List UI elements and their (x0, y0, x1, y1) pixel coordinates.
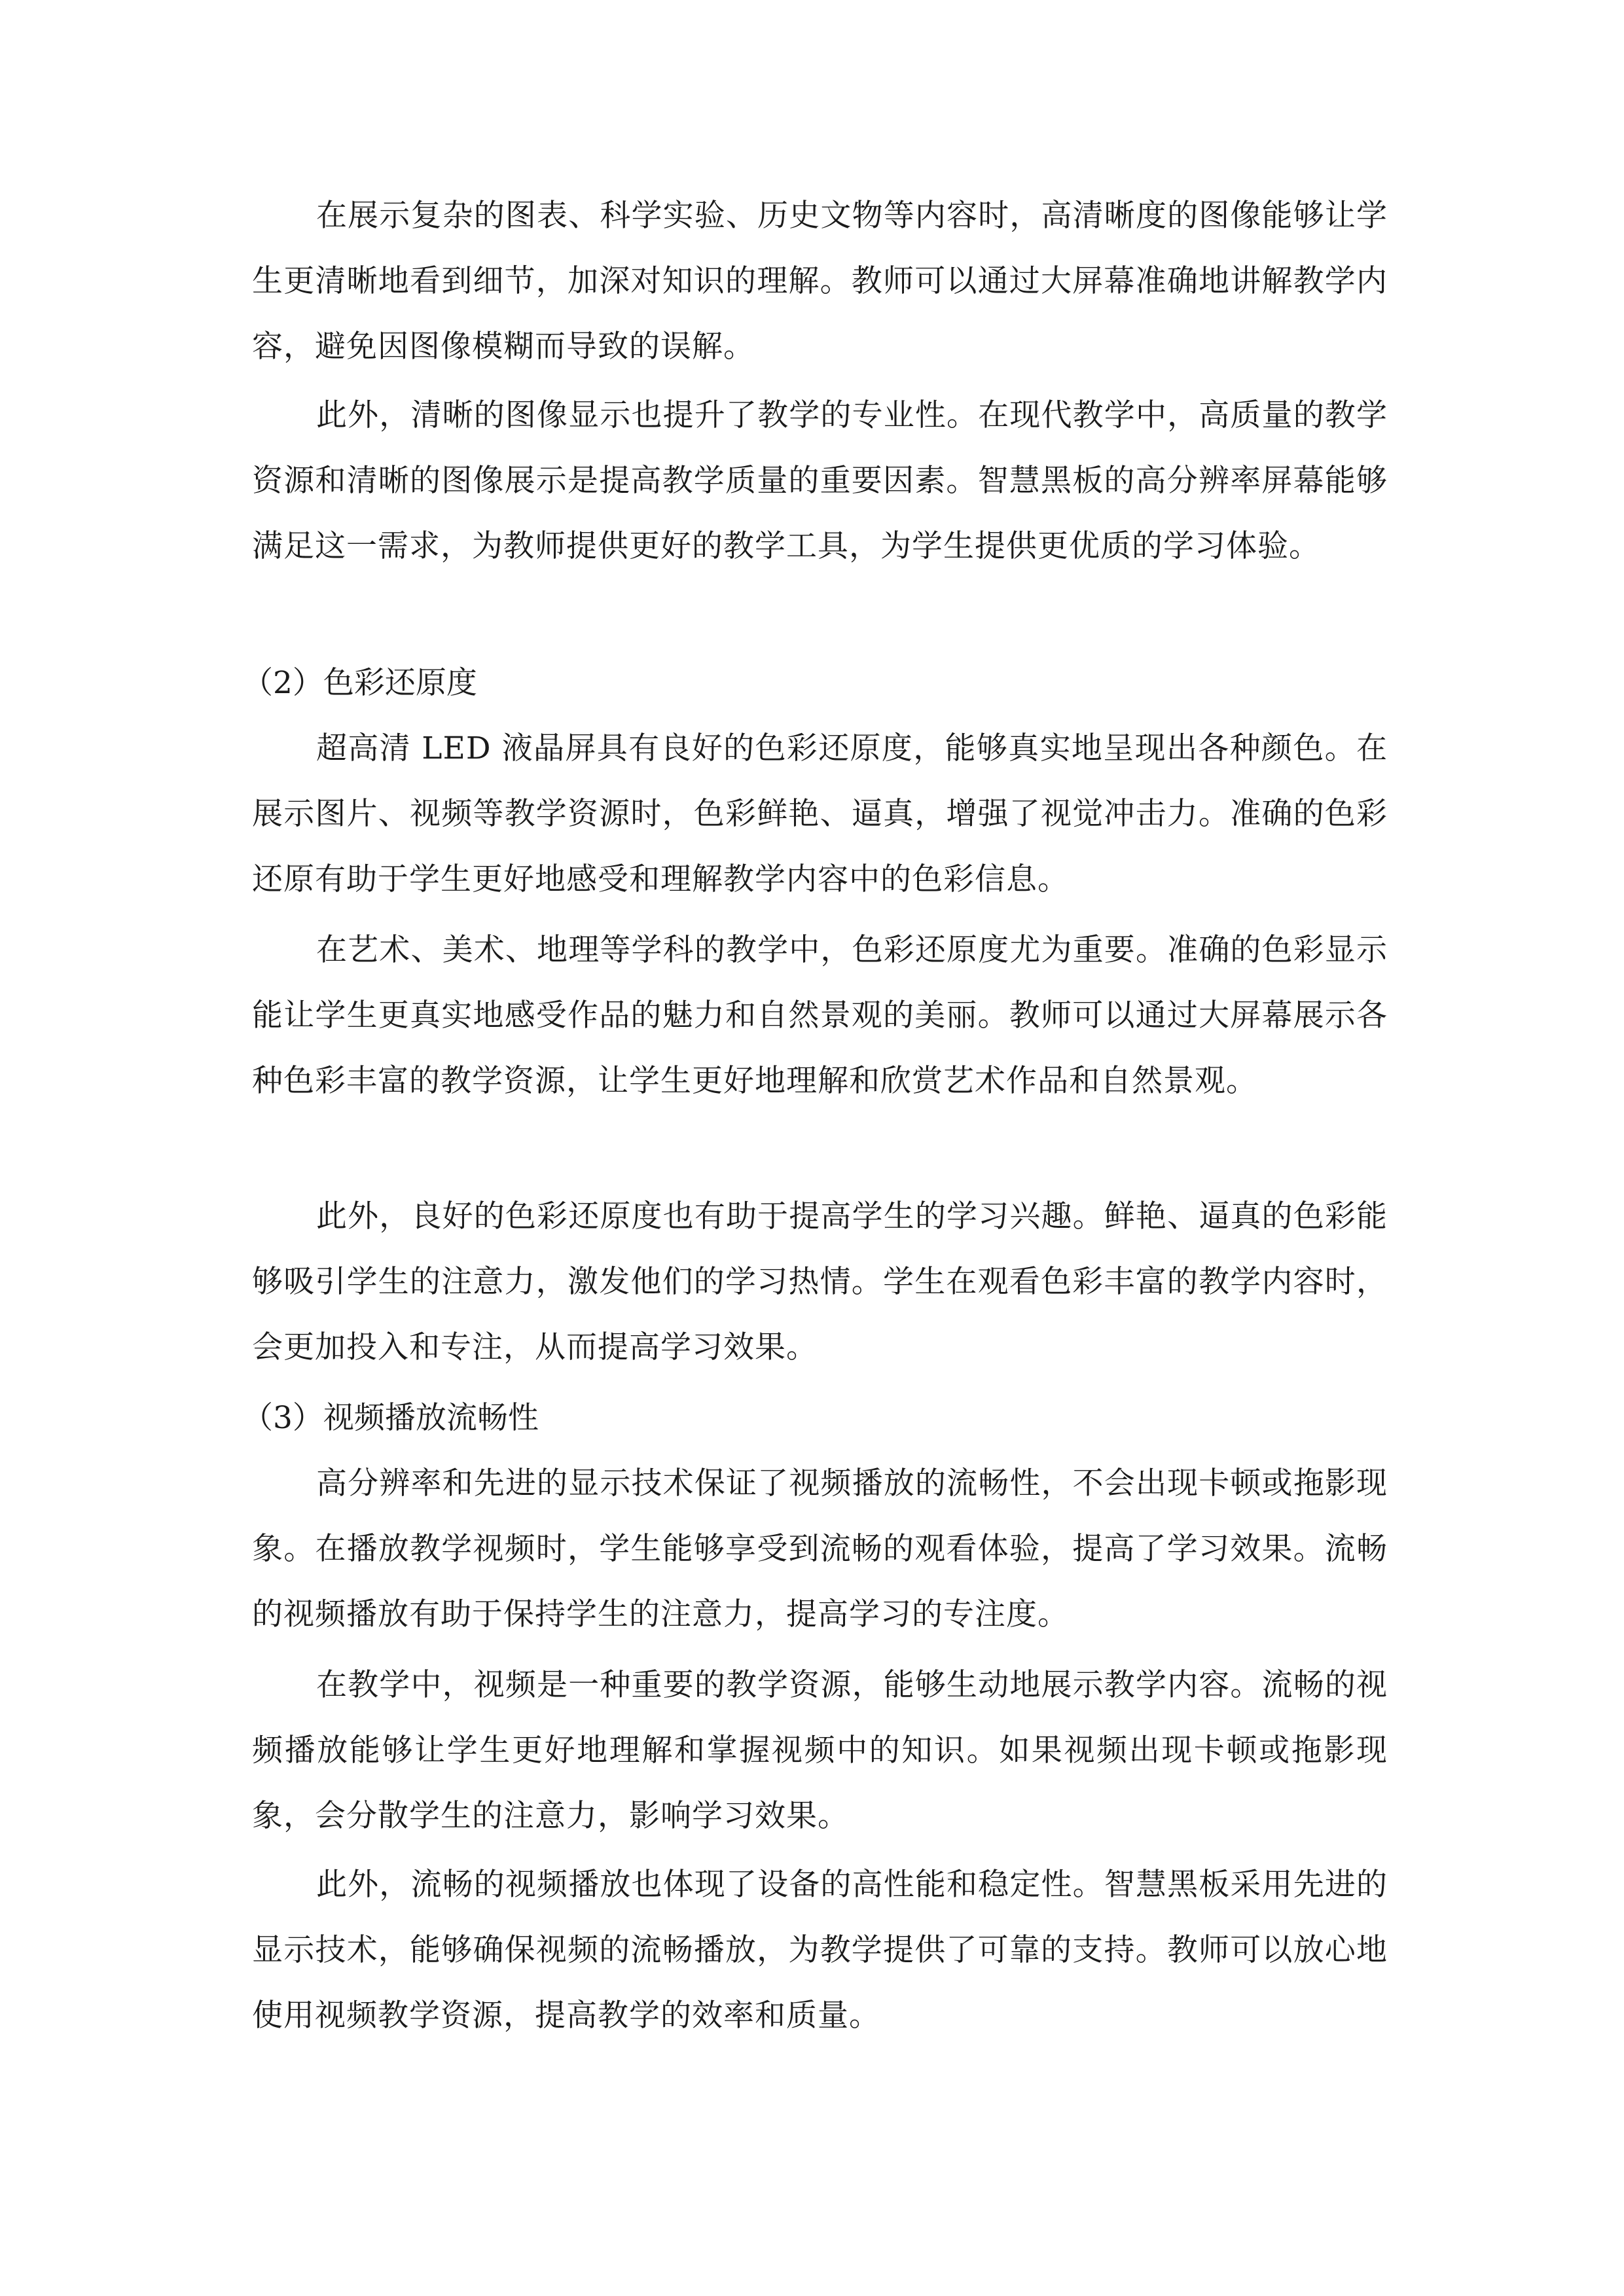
paragraph-video-smoothness: 高分辨率和先进的显示技术保证了视频播放的流畅性，不会出现卡顿或拖影现象。在播放教学视频时，学生能够享受到流畅的观看体验，提高了学习效果。流畅的视频播放有助于保持学生的注意力，提高学习的专注度。 (252, 1465, 1388, 1632)
paragraph-art-subjects: 在艺术、美术、地理等学科的教学中，色彩还原度尤为重要。准确的色彩显示能让学生更真实地感受作品的魅力和自然景观的美丽。教师可以通过大屏幕展示各种色彩丰富的教学资源，让学生更好地理解和欣赏艺术作品和自然景观。 (252, 932, 1388, 1099)
paragraph-led-color: 超高清 LED 液晶屏具有良好的色彩还原度，能够真实地呈现出各种颜色。在展示图片、视频等教学资源时，色彩鲜艳、逼真，增强了视觉冲击力。准确的色彩还原有助于学生更好地感受和理解教学内容中的色彩信息。 (252, 730, 1388, 897)
section-heading-color-fidelity: （2）色彩还原度 (242, 665, 477, 701)
paragraph-device-performance: 此外，流畅的视频播放也体现了设备的高性能和稳定性。智慧黑板采用先进的显示技术，能够确保视频的流畅播放，为教学提供了可靠的支持。教师可以放心地使用视频教学资源，提高教学的效率和质量。 (252, 1867, 1388, 2034)
paragraph-professionalism: 此外，清晰的图像显示也提升了教学的专业性。在现代教学中，高质量的教学资源和清晰的图像展示是提高教学质量的重要因素。智慧黑板的高分辨率屏幕能够满足这一需求，为教师提供更好的教学工具，为学生提供更优质的学习体验。 (252, 397, 1388, 564)
paragraph-image-detail: 在展示复杂的图表、科学实验、历史文物等内容时，高清晰度的图像能够让学生更清晰地看到细节，加深对知识的理解。教师可以通过大屏幕准确地讲解教学内容，避免因图像模糊而导致的误解。 (252, 198, 1388, 365)
paragraph-learning-interest: 此外，良好的色彩还原度也有助于提高学生的学习兴趣。鲜艳、逼真的色彩能够吸引学生的注意力，激发他们的学习热情。学生在观看色彩丰富的教学内容时，会更加投入和专注，从而提高学习效果。 (252, 1198, 1388, 1365)
section-heading-video-smoothness: （3）视频播放流畅性 (242, 1400, 539, 1436)
paragraph-video-resource: 在教学中，视频是一种重要的教学资源，能够生动地展示教学内容。流畅的视频播放能够让学生更好地理解和掌握视频中的知识。如果视频出现卡顿或拖影现象，会分散学生的注意力，影响学习效果。 (252, 1667, 1388, 1834)
